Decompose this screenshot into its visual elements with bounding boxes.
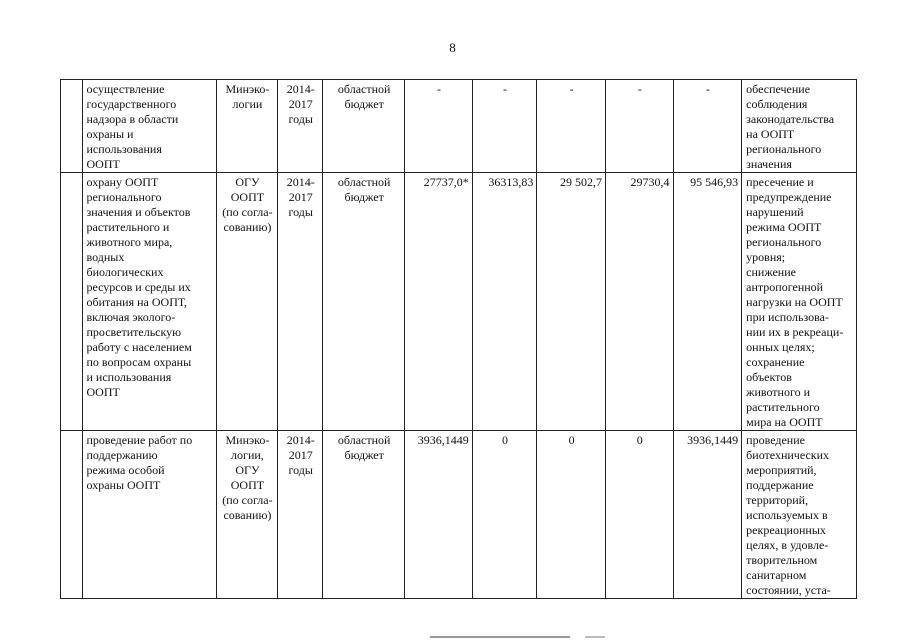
row-index-cell	[61, 173, 83, 431]
program-table	[60, 79, 857, 599]
expected-result-cell: пресечение и предупреждение нарушений режима ООПТ регионального уровня; снижение антропогенной нагрузки на ООПТ при использова- нии их в рекреаци- онных целях; сохранение объектов животного и растительного мира на ООПТ	[742, 173, 857, 431]
funding-source-cell: областной бюджет	[323, 173, 405, 431]
amount-total-cell: -	[405, 80, 473, 173]
amount-2015-cell: -	[472, 80, 537, 173]
years-cell: 2014- 2017 годы	[278, 80, 323, 173]
amount-2017-cell: 0	[605, 431, 673, 599]
table-row	[61, 80, 857, 173]
expected-result-cell: проведение биотехнических мероприятий, поддержание территорий, используемых в рекреационных целях, в удовле- творительном санитарном состоянии, уста-	[742, 431, 857, 599]
event-cell: осуществление государственного надзора в области охраны и использования ООПТ	[82, 80, 216, 173]
amount-2017-cell: 29730,4	[605, 173, 673, 431]
amount-2016-cell: 0	[537, 431, 606, 599]
executor-cell: Минэко- логии	[216, 80, 277, 173]
amount-2015-cell: 0	[472, 431, 537, 599]
funding-source-cell: областной бюджет	[323, 431, 405, 599]
amount-sum-cell: 95 546,93	[673, 173, 742, 431]
executor-cell: ОГУ ООПТ (по согла- сованию)	[216, 173, 277, 431]
event-cell: проведение работ по поддержанию режима особой охраны ООПТ	[82, 431, 216, 599]
amount-2016-cell: 29 502,7	[537, 173, 606, 431]
amount-2017-cell: -	[605, 80, 673, 173]
years-cell: 2014- 2017 годы	[278, 431, 323, 599]
scan-artifact-line	[430, 636, 570, 638]
amount-sum-cell: 3936,1449	[673, 431, 742, 599]
scan-artifact-line	[585, 636, 605, 638]
years-cell: 2014- 2017 годы	[278, 173, 323, 431]
amount-total-cell: 27737,0*	[405, 173, 473, 431]
page-number: 8	[449, 40, 456, 55]
amount-2016-cell: -	[537, 80, 606, 173]
row-index-cell	[61, 431, 83, 599]
executor-cell: Минэко- логии, ОГУ ООПТ (по согла- сованию)	[216, 431, 277, 599]
table-row	[61, 173, 857, 431]
expected-result-cell: обеспечение соблюдения законодательства на ООПТ регионального значения	[742, 80, 857, 173]
event-cell: охрану ООПТ регионального значения и объектов растительного и животного мира, водных биологических ресурсов и среды их обитания на ООПТ, включая эколого- просветительскую работу с населением по вопросам охраны и использования ООПТ	[82, 173, 216, 431]
amount-total-cell: 3936,1449	[405, 431, 473, 599]
amount-sum-cell: -	[673, 80, 742, 173]
table-row	[61, 431, 857, 599]
amount-2015-cell: 36313,83	[472, 173, 537, 431]
row-index-cell	[61, 80, 83, 173]
funding-source-cell: областной бюджет	[323, 80, 405, 173]
